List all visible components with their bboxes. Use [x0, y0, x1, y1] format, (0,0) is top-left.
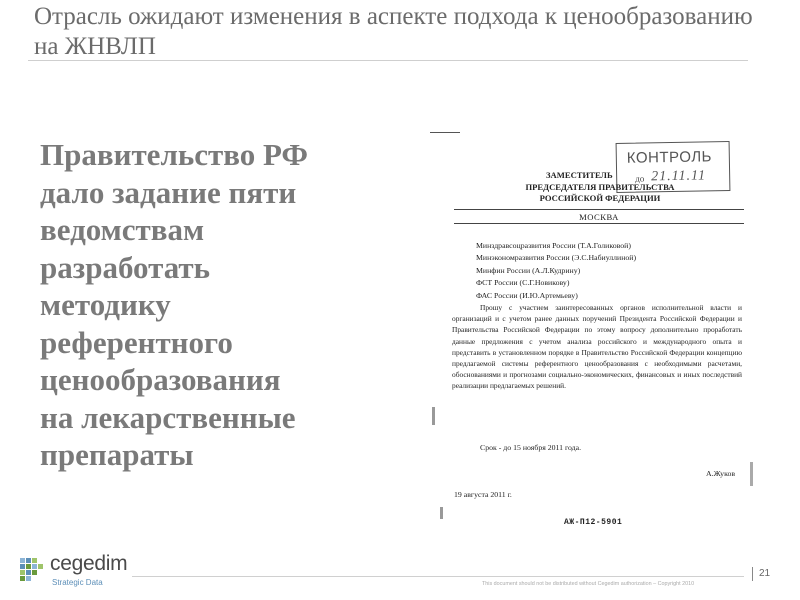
stamp-date: 21.11.11 — [651, 168, 707, 185]
letter-body: Прошу с участием заинтересованных органов исполнительной власти и организаций и с учетом ранее данных поручений Президента Российской Федерации и Правительства Российской Федерации по этому вопросу дополнительно проработать данные предложения с учетом анализа российского и международного опыта и представить в установленном порядке в Правительство Российской Федерации концепцию предлагаемой системы референтного ценообразования с необходимыми расчетами, обоснованиями и прогнозами социально-экономических, финансовых и иных последствий реализации предлагаемых решений. — [452, 303, 742, 391]
page-number: 21 — [759, 568, 771, 579]
city-divider — [454, 223, 744, 224]
addressee-list — [476, 240, 636, 302]
headline-line: ведомствам — [40, 212, 205, 247]
scan-mark — [430, 132, 460, 133]
letter-heading — [510, 170, 690, 205]
footer-divider — [132, 576, 744, 577]
title-divider — [28, 60, 748, 61]
scanned-letter — [430, 132, 755, 542]
letter-deadline: Срок - до 15 ноября 2011 года. — [480, 443, 582, 452]
slide-headline — [40, 136, 420, 474]
registration-number: АЖ-П12-5901 — [564, 518, 623, 527]
letter-city: МОСКВА — [579, 212, 619, 222]
heading-line: ПРЕДСЕДАТЕЛЯ ПРАВИТЕЛЬСТВА — [525, 181, 675, 192]
addressee: ФСТ России (С.Г.Новикову) — [476, 278, 570, 288]
headline-line: референтного — [40, 324, 233, 360]
slide-title: Отрасль ожидают изменения в аспекте подхода к ценообразованию на ЖНВЛП — [34, 3, 753, 60]
cegedim-logo — [18, 552, 158, 588]
scan-mark — [432, 407, 435, 425]
headline-line: ценообразования — [40, 362, 281, 397]
copyright-disclaimer: This document should not be distributed without Cegedim authorization – Copyright 2010 — [482, 581, 695, 587]
page-number-divider — [752, 567, 753, 581]
headline-line: разработать — [40, 249, 211, 285]
logo-mark-icon — [18, 556, 48, 582]
addressee: Минэкономразвития России (Э.С.Набиуллиной) — [476, 253, 637, 263]
headline-line: дало задание пяти — [40, 174, 297, 210]
heading-line: РОССИЙСКОЙ ФЕДЕРАЦИИ — [539, 193, 661, 203]
heading-line: ЗАМЕСТИТЕЛЬ — [546, 170, 613, 180]
stamp-date-prefix: до — [635, 173, 645, 184]
scan-mark — [750, 462, 753, 486]
letter-date: 19 августа 2011 г. — [454, 490, 512, 499]
scan-mark — [440, 507, 443, 519]
logo-subtitle: Strategic Data — [52, 578, 103, 587]
logo-wordmark: cegedim — [50, 552, 128, 575]
heading-divider — [454, 209, 744, 210]
stamp-label: КОНТРОЛЬ — [626, 148, 713, 167]
addressee: Минздравсоцразвития России (Т.А.Голиковой) — [476, 241, 631, 250]
headline-line: препараты — [40, 437, 194, 472]
addressee: Минфин России (А.Л.Кудрину) — [476, 265, 581, 275]
letter-signer: А.Жуков — [706, 469, 736, 478]
headline-line: методику — [40, 287, 171, 322]
headline-line: Правительство РФ — [40, 137, 309, 172]
addressee: ФАС России (И.Ю.Артемьеву) — [476, 290, 578, 300]
headline-line: на лекарственные — [40, 399, 296, 435]
